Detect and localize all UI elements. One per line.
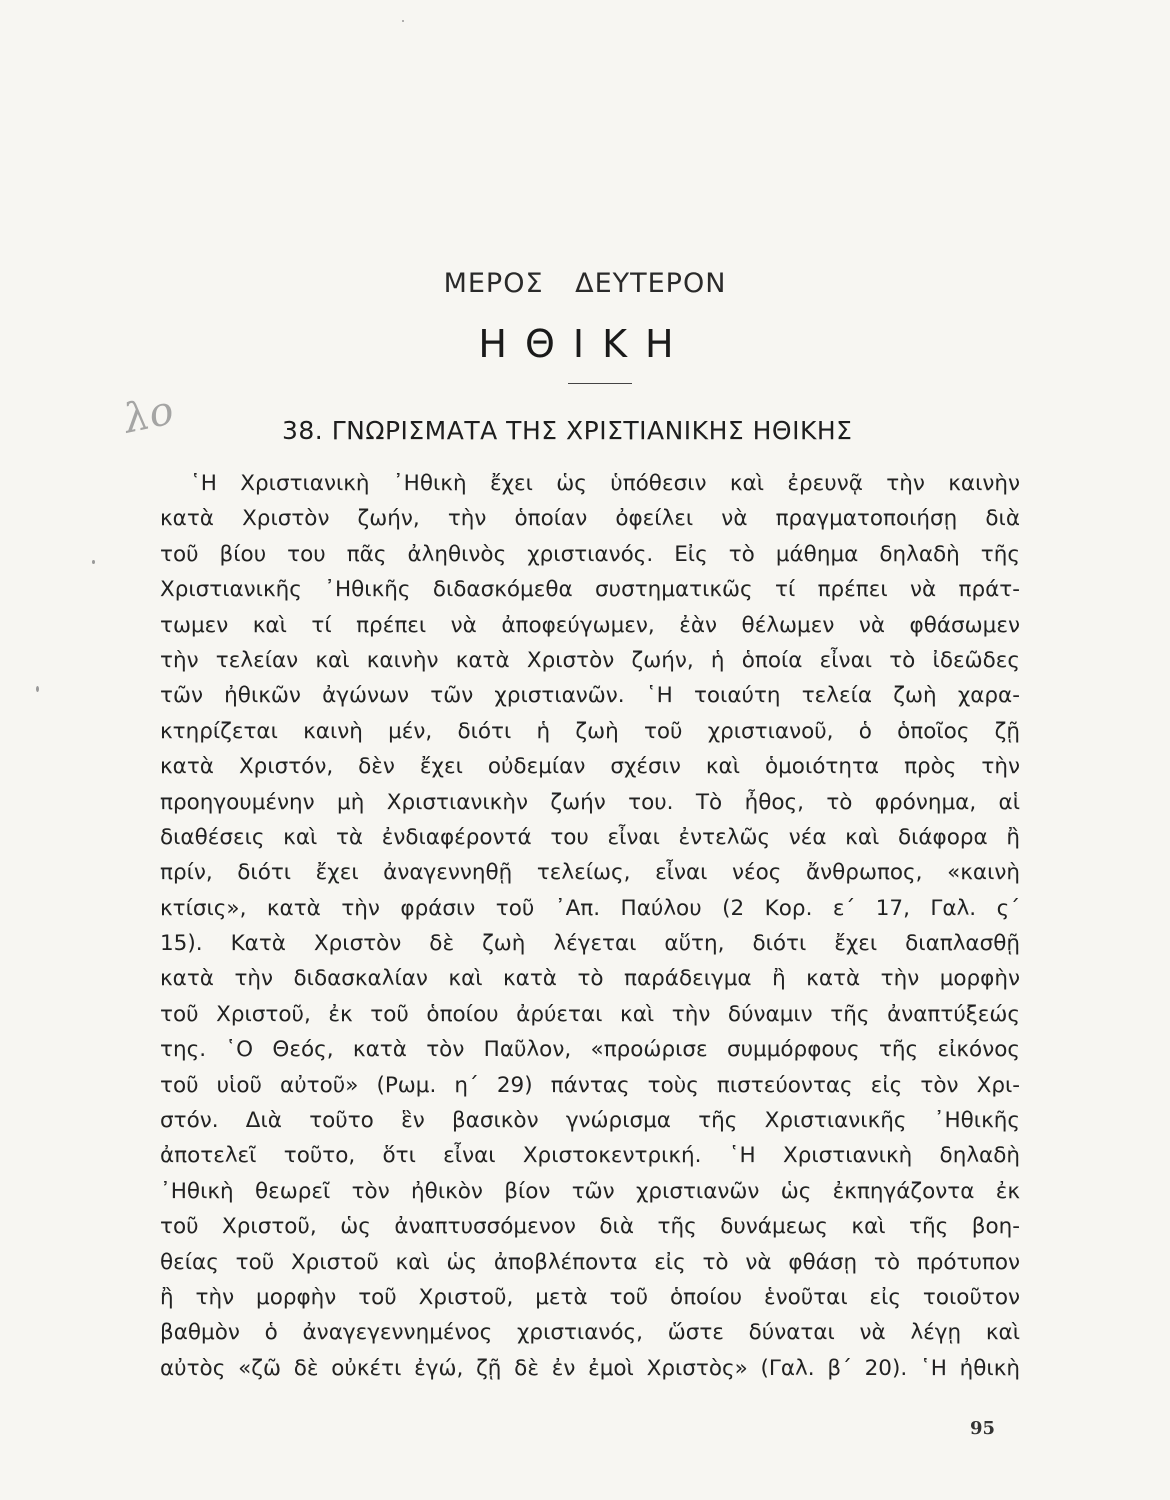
body-line: τοῦ Χριστοῦ, ὡς ἀναπτυσσόμενον διὰ τῆς δυνάμεως καὶ τῆς βοη- xyxy=(160,1214,1020,1240)
body-line: ἀποτελεῖ τοῦτο, ὅτι εἶναι Χριστοκεντρική. ῾Η Χριστιανικὴ δηλαδὴ xyxy=(160,1143,1020,1169)
body-line: κατὰ Χριστὸν ζωήν, τὴν ὁποίαν ὀφείλει νὰ πραγματοποιήσῃ διὰ xyxy=(160,506,1020,532)
body-line: βαθμὸν ὁ ἀναγεγεννημένος χριστιανός, ὥστε δύναται νὰ λέγῃ καὶ xyxy=(160,1320,1020,1346)
body-line: ῾Η Χριστιανικὴ ᾿Ηθικὴ ἔχει ὡς ὑπόθεσιν καὶ ἐρευνᾷ τὴν καινὴν xyxy=(190,471,1020,496)
body-line: κτηρίζεται καινὴ μέν, διότι ἡ ζωὴ τοῦ χριστιανοῦ, ὁ ὁποῖος ζῇ xyxy=(160,718,1020,744)
body-line: τῶν ἠθικῶν ἀγώνων τῶν χριστιανῶν. ῾Η τοιαύτη τελεία ζωὴ χαρα- xyxy=(160,683,1020,709)
body-line: θείας τοῦ Χριστοῦ καὶ ὡς ἀποβλέποντα εἰς τὸ νὰ φθάσῃ τὸ πρότυπον xyxy=(160,1249,1020,1275)
part-title: ΜΕΡΟΣ ΔΕΥΤΕΡΟΝ xyxy=(443,268,727,299)
body-line: κατὰ Χριστόν, δὲν ἔχει οὐδεμίαν σχέσιν καὶ ὁμοιότητα πρὸς τὴν xyxy=(160,754,1020,780)
paper-speck xyxy=(92,560,95,564)
body-line: προηγουμένην μὴ Χριστιανικὴν ζωήν του. Τὸ ἦθος, τὸ φρόνημα, αἱ xyxy=(160,789,1020,815)
handwritten-margin-note: λο xyxy=(119,387,178,443)
body-line: της. ῾Ο Θεός, κατὰ τὸν Παῦλον, «προώρισε συμμόρφους τῆς εἰκόνος xyxy=(160,1037,1020,1063)
title-divider xyxy=(568,383,632,384)
page-number: 95 xyxy=(970,1418,996,1439)
body-line: πρίν, διότι ἔχει ἀναγεννηθῇ τελείως, εἶναι νέος ἄνθρωπος, «καινὴ xyxy=(160,860,1020,886)
paper-speck xyxy=(36,686,39,692)
body-line: ἢ τὴν μορφὴν τοῦ Χριστοῦ, μετὰ τοῦ ὁποίου ἑνοῦται εἰς τοιοῦτον xyxy=(160,1284,1020,1310)
body-line: κατὰ τὴν διδασκαλίαν καὶ κατὰ τὸ παράδειγμα ἢ κατὰ τὴν μορφὴν xyxy=(160,966,1020,992)
paper-speck xyxy=(402,20,404,22)
body-line: διαθέσεις καὶ τὰ ἐνδιαφέροντά του εἶναι ἐντελῶς νέα καὶ διάφορα ἢ xyxy=(160,824,1020,850)
body-line: 15). Κατὰ Χριστὸν δὲ ζωὴ λέγεται αὕτη, διότι ἔχει διαπλασθῇ xyxy=(160,931,1020,957)
body-text xyxy=(160,466,1020,1386)
body-line: τοῦ βίου του πᾶς ἀληθινὸς χριστιανός. Εἰς τὸ μάθημα δηλαδὴ τῆς xyxy=(160,541,1020,567)
body-line: τοῦ υἱοῦ αὐτοῦ» (Ρωμ. η´ 29) πάντας τοὺς πιστεύοντας εἰς τὸν Χρι- xyxy=(160,1072,1020,1098)
body-line: τωμεν καὶ τί πρέπει νὰ ἀποφεύγωμεν, ἐὰν θέλωμεν νὰ φθάσωμεν xyxy=(160,612,1020,638)
body-line: κτίσις», κατὰ τὴν φράσιν τοῦ ᾿Απ. Παύλου (2 Κορ. ε´ 17, Γαλ. ς´ xyxy=(160,895,1020,921)
section-heading: 38. ΓΝΩΡΙΣΜΑΤΑ ΤΗΣ ΧΡΙΣΤΙΑΝΙΚΗΣ ΗΘΙΚΗΣ xyxy=(282,416,853,445)
body-line: τοῦ Χριστοῦ, ἐκ τοῦ ὁποίου ἀρύεται καὶ τὴν δύναμιν τῆς ἀναπτύξεώς xyxy=(160,1001,1020,1027)
body-line: στόν. Διὰ τοῦτο ἓν βασικὸν γνώρισμα τῆς Χριστιανικῆς ᾿Ηθικῆς xyxy=(160,1108,1020,1134)
main-title: ΗΘΙΚΗ xyxy=(478,322,692,366)
body-line: Χριστιανικῆς ᾿Ηθικῆς διδασκόμεθα συστηματικῶς τί πρέπει νὰ πράτ- xyxy=(160,577,1020,603)
body-line: αὐτὸς «ζῶ δὲ οὐκέτι ἐγώ, ζῇ δὲ ἐν ἐμοὶ Χριστὸς» (Γαλ. β´ 20). ῾Η ἠθικὴ xyxy=(160,1355,1020,1381)
body-line: τὴν τελείαν καὶ καινὴν κατὰ Χριστὸν ζωήν, ἡ ὁποία εἶναι τὸ ἰδεῶδες xyxy=(160,647,1020,673)
body-line: ᾿Ηθικὴ θεωρεῖ τὸν ἠθικὸν βίον τῶν χριστιανῶν ὡς ἐκπηγάζοντα ἐκ xyxy=(160,1178,1020,1204)
